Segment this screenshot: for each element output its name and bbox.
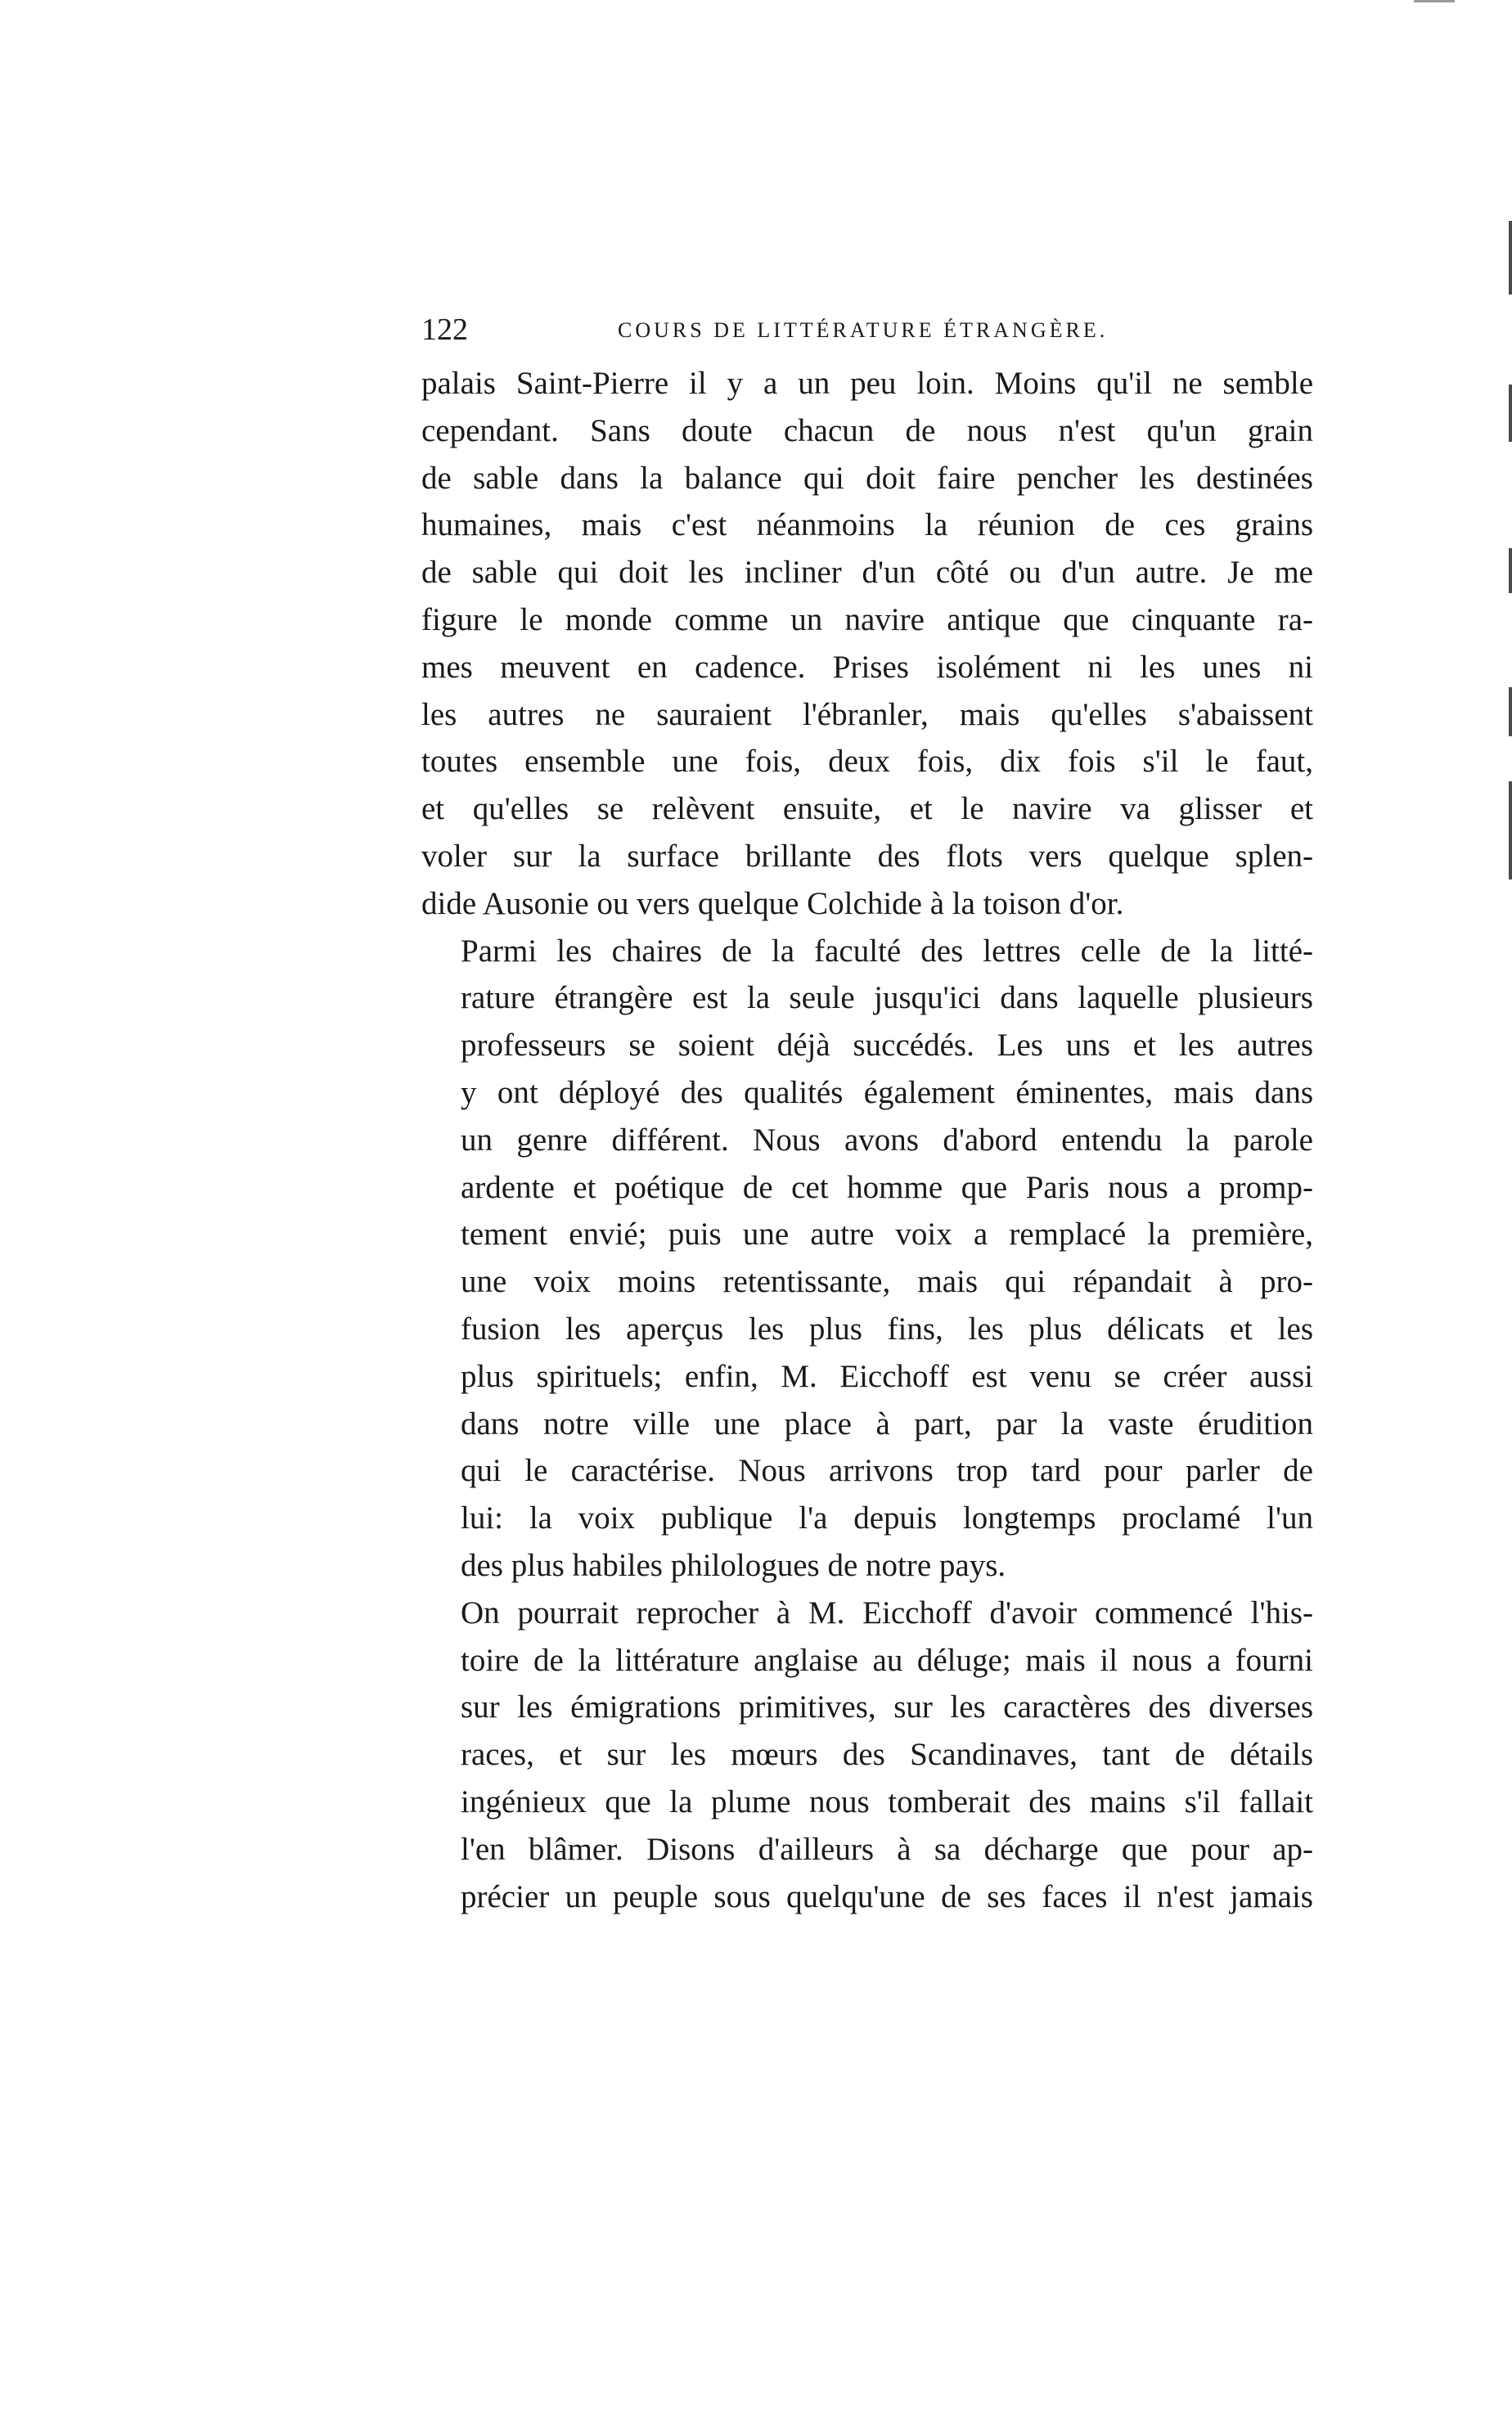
paragraph: [421, 928, 1313, 1590]
text-line: de sable dans la balance qui doit faire pencher les destinées: [421, 460, 1313, 496]
scan-margin-mark: [1509, 221, 1512, 295]
text-line: cependant. Sans doute chacun de nous n'est qu'un grain: [421, 412, 1313, 448]
text-line: et qu'elles se relèvent ensuite, et le navire va glisser et: [421, 791, 1313, 827]
text-line: On pourrait reprocher à M. Eicchoff d'avoir commencé l'his-: [461, 1595, 1313, 1631]
text-line: voler sur la surface brillante des flots vers quelque splen-: [421, 838, 1313, 874]
text-line: toutes ensemble une fois, deux fois, dix fois s'il le faut,: [421, 744, 1313, 780]
text-line: un genre différent. Nous avons d'abord entendu la parole: [461, 1122, 1313, 1158]
text-line: ardente et poétique de cet homme que Paris nous a promp-: [461, 1169, 1313, 1205]
text-line: dans notre ville une place à part, par la vaste érudition: [461, 1406, 1313, 1442]
paragraph: [421, 1590, 1313, 1921]
running-head: [421, 309, 1313, 350]
text-line: plus spirituels; enfin, M. Eicchoff est venu se créer aussi: [461, 1358, 1313, 1394]
scan-margin-mark: [1509, 687, 1512, 736]
text-line: lui: la voix publique l'a depuis longtemps proclamé l'un: [461, 1500, 1313, 1536]
text-line: professeurs se soient déjà succédés. Les uns et les autres: [461, 1028, 1313, 1064]
text-line: une voix moins retentissante, mais qui répandait à pro-: [461, 1264, 1313, 1300]
text-line-last: dide Ausonie ou vers quelque Colchide à la toison d'or.: [421, 885, 1124, 921]
text-line: Parmi les chaires de la faculté des lettres celle de la litté-: [461, 933, 1313, 969]
scan-edge-mark: [1414, 0, 1455, 2]
text-line: races, et sur les mœurs des Scandinaves, tant de détails: [461, 1737, 1313, 1773]
text-line: tement envié; puis une autre voix a remplacé la première,: [461, 1217, 1313, 1253]
text-line: palais Saint-Pierre il y a un peu loin. Moins qu'il ne semble: [421, 366, 1313, 401]
text-line: qui le caractérise. Nous arrivons trop tard pour parler de: [461, 1453, 1313, 1489]
text-line: de sable qui doit les incliner d'un côté ou d'un autre. Je me: [421, 555, 1313, 591]
text-line: les autres ne sauraient l'ébranler, mais qu'elles s'abaissent: [421, 696, 1313, 732]
text-line: mes meuvent en cadence. Prises isolément ni les unes ni: [421, 649, 1313, 685]
paragraph: [421, 360, 1313, 928]
text-line: l'en blâmer. Disons d'ailleurs à sa décharge que pour ap-: [461, 1831, 1313, 1867]
text-line: y ont déployé des qualités également éminentes, mais dans: [461, 1074, 1313, 1110]
text-line-last: des plus habiles philologues de notre pays.: [461, 1547, 1006, 1583]
scan-margin-mark: [1509, 385, 1512, 442]
text-line: sur les émigrations primitives, sur les caractères des diverses: [461, 1689, 1313, 1725]
running-title: COURS DE LITTÉRATURE ÉTRANGÈRE.: [618, 318, 1109, 342]
text-line: rature étrangère est la seule jusqu'ici dans laquelle plusieurs: [461, 980, 1313, 1016]
text-line: précier un peuple sous quelqu'une de ses faces il n'est jamais: [461, 1878, 1313, 1914]
scan-margin-mark: [1509, 548, 1512, 593]
scan-margin-mark: [1509, 781, 1512, 879]
text-line: humaines, mais c'est néanmoins la réunion de ces grains: [421, 507, 1313, 543]
page-number: 122: [421, 313, 468, 347]
text-line: figure le monde comme un navire antique que cinquante ra-: [421, 601, 1313, 637]
text-line: ingénieux que la plume nous tomberait des mains s'il fallait: [461, 1784, 1313, 1819]
body-text: [421, 360, 1313, 1920]
text-line: fusion les aperçus les plus fins, les plus délicats et les: [461, 1311, 1313, 1347]
text-line: toire de la littérature anglaise au déluge; mais il nous a fourni: [461, 1642, 1313, 1678]
